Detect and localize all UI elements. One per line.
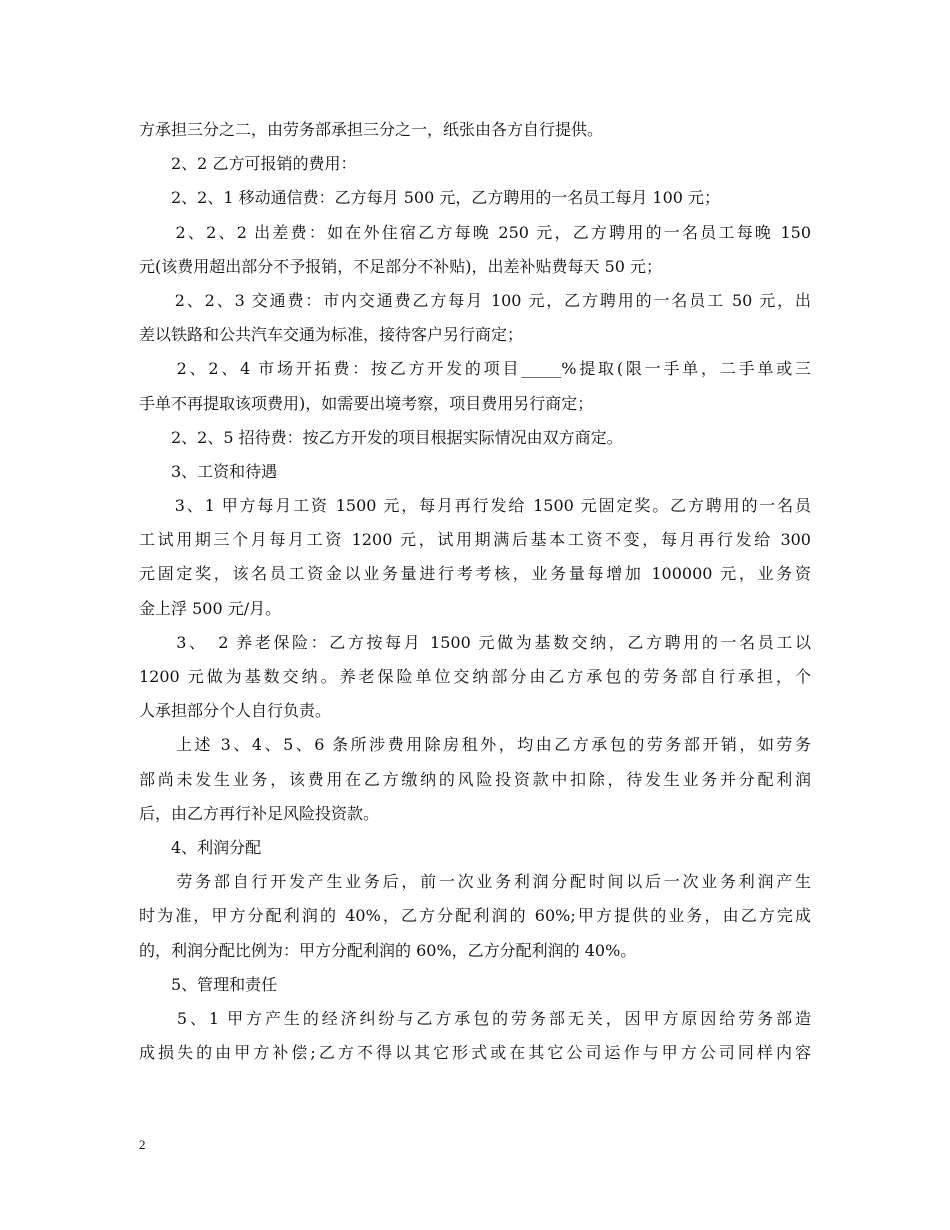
- page-number: 2: [139, 1137, 146, 1152]
- paragraph: [139, 181, 811, 215]
- paragraph: [139, 352, 811, 420]
- text-line: 2、2、5 招待费：按乙方开发的项目根据实际情况由双方商定。: [139, 427, 623, 447]
- text-line: 元(该费用超出部分不予报销，不足部分不补贴)，出差补贴费每天 50 元；: [139, 256, 663, 276]
- text-line: 上述 3、4、5、6 条所涉费用除房租外，均由乙方承包的劳务部开销，如劳务: [139, 735, 811, 755]
- text-line: 3、工资和待遇: [139, 461, 278, 481]
- text-line: 人承担部分个人自行负责。: [139, 701, 332, 721]
- paragraph: [139, 728, 811, 831]
- paragraph: [139, 968, 811, 1002]
- text-line: 金上浮 500 元/月。: [139, 598, 282, 618]
- text-line: 2、2 乙方可报销的费用：: [139, 154, 357, 174]
- text-line: 部尚未发生业务，该费用在乙方缴纳的风险投资款中扣除，待发生业务并分配利润: [139, 769, 811, 789]
- text-line: 的，利润分配比例为：甲方分配利润的 60%，乙方分配利润的 40%。: [139, 940, 637, 960]
- text-line: 劳务部自行开发产生业务后，前一次业务利润分配时间以后一次业务利润产生: [139, 872, 811, 892]
- paragraph: [139, 865, 811, 968]
- text-line: 手单不再提取该项费用)，如需要出境考察，项目费用另行商定；: [139, 393, 594, 413]
- text-line: 2、2、3 交通费：市内交通费乙方每月 100 元，乙方聘用的一名员工 50 元，出: [139, 290, 811, 310]
- text-line: 工试用期三个月每月工资 1200 元，试用期满后基本工资不变，每月再行发给 300: [139, 530, 811, 550]
- text-line: 时为准，甲方分配利润的 40%，乙方分配利润的 60%;甲方提供的业务，由乙方完成: [139, 906, 811, 926]
- paragraph: [139, 113, 811, 147]
- text-line: 1200 元做为基数交纳。养老保险单位交纳部分由乙方承包的劳务部自行承担，个: [139, 667, 811, 686]
- text-line: 后，由乙方再行补足风险投资款。: [139, 803, 380, 823]
- paragraph: [139, 216, 811, 284]
- text-line: 4、利润分配: [139, 837, 262, 857]
- paragraph: [139, 831, 811, 865]
- text-line: 2、2、4 市场开拓费：按乙方开发的项目_____%提取(限一手单，二手单或三: [139, 359, 811, 379]
- text-line: 差以铁路和公共汽车交通为标准，接待客户另行商定；: [139, 325, 524, 345]
- text-line: 成损失的由甲方补偿;乙方不得以其它形式或在其它公司运作与甲方公司同样内容: [139, 1043, 811, 1063]
- document-body: [139, 113, 811, 1070]
- text-line: 元固定奖，该名员工资金以业务量进行考考核，业务量每增加 100000 元，业务资: [139, 564, 811, 584]
- text-line: 方承担三分之二，由劳务部承担三分之一，纸张由各方自行提供。: [139, 120, 604, 139]
- text-line: 2、2、2 出差费：如在外住宿乙方每晚 250 元，乙方聘用的一名员工每晚 150: [139, 222, 811, 242]
- paragraph: [139, 421, 811, 455]
- paragraph: [139, 455, 811, 489]
- text-line: 2、2、1 移动通信费：乙方每月 500 元，乙方聘用的一名员工每月 100 元；: [139, 188, 721, 208]
- text-line: 5、管理和责任: [139, 974, 278, 994]
- paragraph: [139, 284, 811, 352]
- text-line: 3、1 甲方每月工资 1500 元，每月再行发给 1500 元固定奖。乙方聘用的一名员: [139, 496, 811, 516]
- text-line: 3、 2 养老保险：乙方按每月 1500 元做为基数交纳，乙方聘用的一名员工以: [139, 632, 811, 652]
- paragraph: [139, 1002, 811, 1070]
- paragraph: [139, 626, 811, 729]
- paragraph: [139, 147, 811, 181]
- paragraph: [139, 489, 811, 626]
- text-line: 5、1 甲方产生的经济纠纷与乙方承包的劳务部无关，因甲方原因给劳务部造: [139, 1008, 811, 1028]
